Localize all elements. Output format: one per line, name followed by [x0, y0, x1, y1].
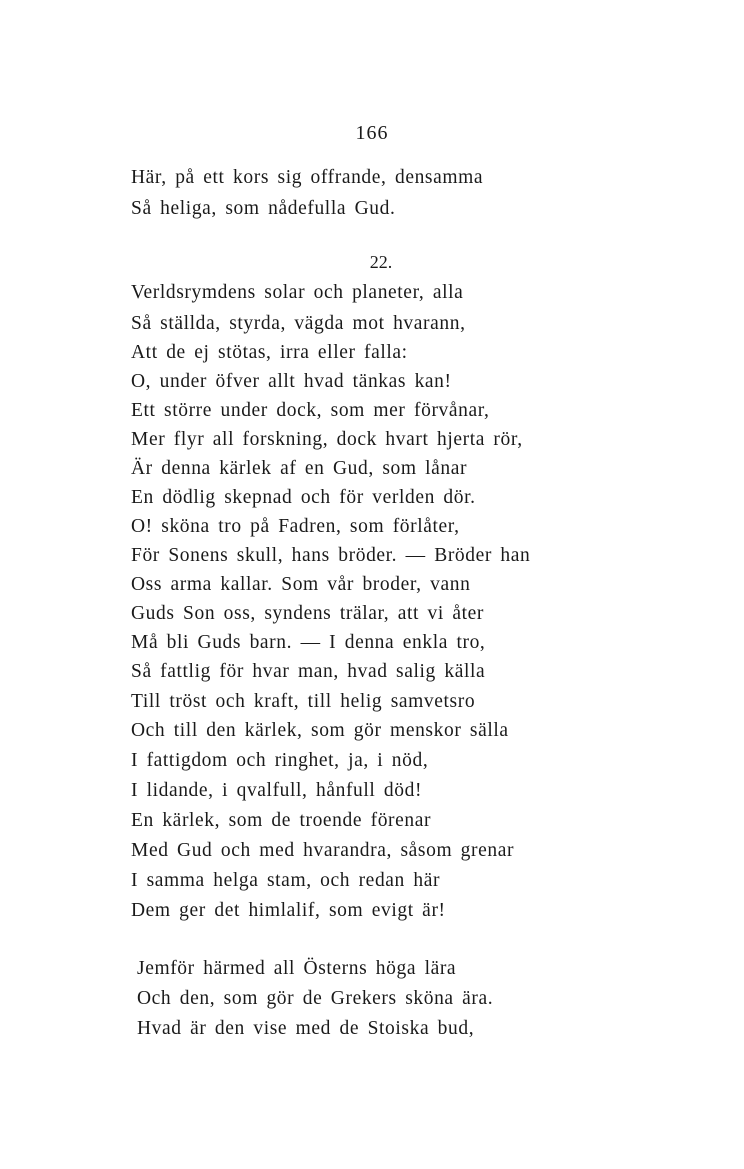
poem-line: Må bli Guds barn. — I denna enkla tro, — [131, 632, 486, 653]
page-number: 166 — [355, 122, 389, 144]
poem-line: För Sonens skull, hans bröder. — Bröder han — [131, 545, 531, 566]
section-number: 22. — [369, 252, 393, 272]
poem-line: Här, på ett kors sig offrande, densamma — [131, 167, 484, 188]
poem-line: I samma helga stam, och redan här — [131, 870, 441, 891]
poem-line: Hvad är den vise med de Stoiska bud, — [137, 1018, 475, 1039]
poem-line: Till tröst och kraft, till helig samvetsro — [131, 691, 476, 712]
poem-line: Så heliga, som nådefulla Gud. — [131, 198, 396, 219]
poem-line: En dödlig skepnad och för verlden dör. — [131, 487, 476, 508]
poem-line: Guds Son oss, syndens trälar, att vi åter — [131, 603, 484, 624]
poem-line: O! sköna tro på Fadren, som förlåter, — [131, 516, 460, 537]
poem-line: Oss arma kallar. Som vår broder, vann — [131, 574, 471, 595]
poem-line: Mer flyr all forskning, dock hvart hjerta rör, — [131, 429, 523, 450]
poem-line: I fattigdom och ringhet, ja, i nöd, — [131, 750, 429, 771]
poem-line: Och till den kärlek, som gör menskor sälla — [131, 720, 509, 741]
poem-line: En kärlek, som de troende förenar — [131, 810, 432, 831]
poem-line: Jemför härmed all Österns höga lära — [137, 958, 457, 979]
poem-line: Så ställda, styrda, vägda mot hvarann, — [131, 313, 466, 334]
poem-line: Att de ej stötas, irra eller falla: — [131, 342, 408, 363]
poem-line: Och den, som gör de Grekers sköna ära. — [137, 988, 494, 1009]
poem-line: O, under öfver allt hvad tänkas kan! — [131, 371, 452, 392]
poem-line: Så fattlig för hvar man, hvad salig källa — [131, 661, 486, 682]
poem-line: Ett större under dock, som mer förvånar, — [131, 400, 490, 421]
poem-line: Är denna kärlek af en Gud, som lånar — [131, 458, 468, 479]
poem-line: Dem ger det himlalif, som evigt är! — [131, 900, 446, 921]
poem-line: Verldsrymdens solar och planeter, alla — [131, 282, 464, 303]
poem-line: I lidande, i qvalfull, hånfull död! — [131, 780, 423, 801]
poem-line: Med Gud och med hvarandra, såsom grenar — [131, 840, 515, 861]
